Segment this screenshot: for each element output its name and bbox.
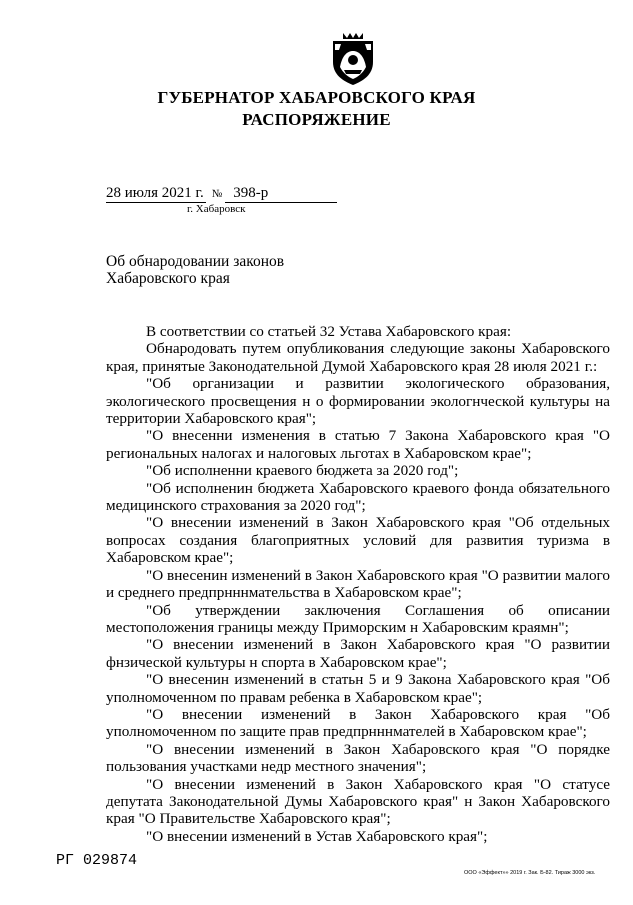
law-item: "О внесенин изменений в статьн 5 и 9 Закона Хабаровского края "Об уполномоченном по правам ребенка в Хабаровском крае"; xyxy=(106,671,610,706)
law-item: "О внесении изменений в Устав Хабаровского края"; xyxy=(146,827,488,845)
law-item: "О внесении изменений в Закон Хабаровского края "О порядке пользования участками недр местного значения"; xyxy=(106,740,610,776)
law-item: "О внесении изменений в Закон Хабаровского края "Об уполномоченном по защите прав предпрнннмателей в Хабаровском крае"; xyxy=(106,705,610,741)
document-number: 398-р xyxy=(225,185,337,203)
issuer-title: ГУБЕРНАТОР ХАБАРОВСКОГО КРАЯ xyxy=(157,88,476,107)
document-type: РАСПОРЯЖЕНИЕ xyxy=(242,110,391,129)
law-item: "Об утверждении заключения Соглашения об описании местоположения границы между Приморским н Хабаровским краямн"; xyxy=(106,601,610,636)
subject-line-2: Хабаровского края xyxy=(106,270,230,287)
document-body xyxy=(106,319,610,845)
law-item: "О внесении изменений в Закон Хабаровского края "Об отдельных вопросах создания благоприятных условий для развития туризма в Хабаровском крае"; xyxy=(106,514,610,567)
law-item: "Об исполненни краевого бюджета за 2020 год"; xyxy=(146,462,459,480)
khabarovsk-coat-of-arms-icon xyxy=(330,30,376,86)
number-label: № xyxy=(211,188,223,200)
law-item: "О внесенни изменения в статью 7 Закона Хабаровского края "О региональных налогах и налоговых льготах в Хабаровском крае"; xyxy=(106,427,610,462)
law-item: "Об организации и развитии экологического образования, экологического просвещения н о формировании экологнческой культуры на территории Хабаровского края"; xyxy=(106,375,610,428)
dateline xyxy=(106,185,337,203)
form-serial-number: РГ 029874 xyxy=(56,852,138,869)
subject-line-1: Об обнародовании законов xyxy=(106,253,285,270)
body-paragraph: Обнародовать путем опубликования следующие законы Хабаровского края, принятые Законодательной Думой Хабаровского края 28 июля 2021 г.: xyxy=(106,340,610,375)
law-item: "О внесенин изменений в Закон Хабаровского края "О развитии малого и среднего предпрнннмательства в Хабаровском крае"; xyxy=(106,566,610,602)
law-item: "О внесении изменений в Закон Хабаровского края "О развитии фнзической культуры н спорта в Хабаровском крае"; xyxy=(106,636,610,671)
law-item: "Об исполненин бюджета Хабаровского краевого фонда обязательного медицинского страхования за 2020 год"; xyxy=(106,479,610,515)
issue-city: г. Хабаровск xyxy=(187,203,246,215)
body-paragraph: В соответствии со статьей 32 Устава Хабаровского края: xyxy=(146,323,512,340)
document-subject xyxy=(106,253,284,287)
document-date: 28 июля 2021 г. xyxy=(106,185,204,201)
printer-imprint: ООО «Эффект»» 2019 г. Зак. Б-82. Тираж 3000 экз. xyxy=(464,870,596,876)
law-item: "О внесении изменений в Закон Хабаровского края "О статусе депутата Законодательной Думы Хабаровского края" н Закон Хабаровского края "О Правительстве Хабаровского края"; xyxy=(106,775,610,828)
